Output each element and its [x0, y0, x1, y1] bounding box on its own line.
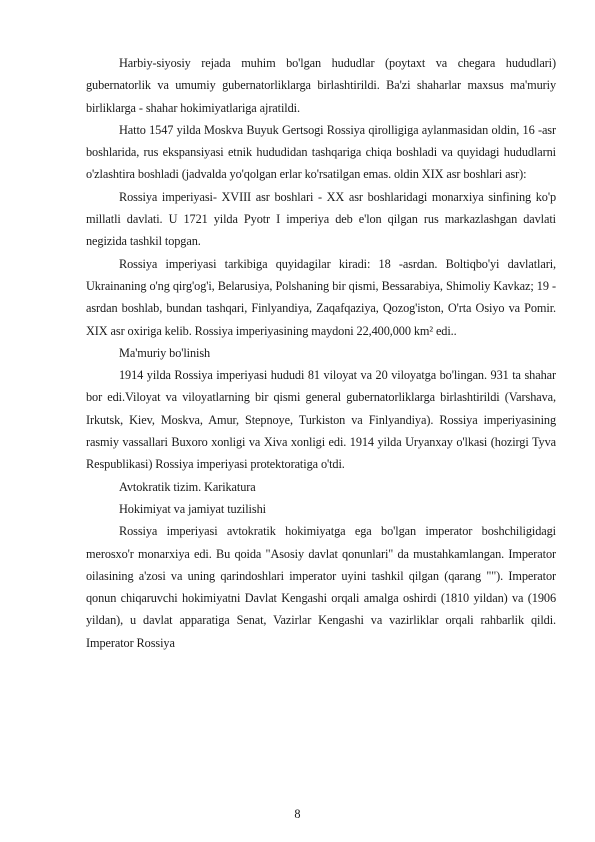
paragraph-monarchy: Rossiya imperiyasi avtokratik hokimiyatga ega bo'lgan imperator boshchiligidagi merosxo'r monarxiya edi. Bu qoida "Asosiy davlat qonunlari" da mustahkamlangan. Imperator oilasining a'zosi va uning qarindoshlari imperator uyini tashkil qilgan (qarang ""). Imperator qonun chiqaruvchi hokimiyatni Davlat Kengashi orqali amalga oshirdi (1810 yildan) va (1906 yildan), u davlat apparatiga Senat, Vazirlar Kengashi va vazirliklar orqali rahbarlik qildi. Imperator Rossiya — [86, 524, 556, 650]
heading-power-and-society: Hokimiyat va jamiyat tuzilishi — [119, 501, 266, 516]
document-body — [86, 52, 556, 654]
paragraph-territory-1914: 1914 yilda Rossiya imperiyasi hududi 81 viloyat va 20 viloyatga bo'lingan. 931 ta shahar bor edi.Viloyat va viloyatlarning bir qismi general gubernatorliklarga birlashtirildi (Varshava, Irkutsk, Kiev, Moskva, Amur, Stepnoye, Turkiston va Finlyandiya). Rossiya imperiyasining rasmiy vassallari Buxoro xonligi va Xiva xonligi edi. 1914 yilda Uryanxay o'lkasi (hozirgi Tyva Respublikasi) Rossiya imperiyasi protektoratiga o'tdi. — [86, 368, 556, 472]
paragraph-russian-empire-definition: Rossiya imperiyasi- XVIII asr boshlari - XX asr boshlaridagi monarxiya sinfining ko'p millatli davlati. U 1721 yilda Pyotr I imperiya deb e'lon qilgan rus markazlashgan davlati negizida tashkil topgan. — [86, 189, 556, 249]
heading-administrative-division: Ma'muriy bo'linish — [119, 345, 211, 360]
caption-autocratic-system: Avtokratik tizim. Karikatura — [119, 479, 256, 494]
page-number: 8 — [294, 807, 301, 821]
paragraph-moscow-expansion: Hatto 1547 yilda Moskva Buyuk Gertsogi Rossiya qirolligiga aylanmasidan oldin, 16 -asr boshlarida, rus ekspansiyasi etnik hududidan tashqariga chiqa boshladi va quyidagi hududlarni o'zlashtira boshladi (jadvalda yo'qolgan erlar ko'rsatilgan emas. oldin XIX asr boshlari asr): — [86, 122, 556, 182]
paragraph-administrative-units: Harbiy-siyosiy rejada muhim bo'lgan hududlar (poytaxt va chegara hududlari) gubernatorlik va umumiy gubernatorliklarga birlashtirildi. Ba'zi shaharlar maxsus ma'muriy birliklarga - shahar hokimiyatlariga ajratildi. — [86, 56, 556, 115]
paragraph-empire-composition: Rossiya imperiyasi tarkibiga quyidagilar kiradi: 18 -asrdan. Boltiqbo'yi davlatlari, Ukrainaning o'ng qirg'og'i, Belarusiya, Polshaning bir qismi, Bessarabiya, Shimoliy Kavkaz; 19 -asrdan boshlab, bundan tashqari, Finlyandiya, Zaqafqaziya, Qozog'iston, O'rta Osiyo va Pomir. XIX asr oxiriga kelib. Rossiya imperiyasining maydoni 22,400,000 km² edi.. — [86, 256, 556, 338]
